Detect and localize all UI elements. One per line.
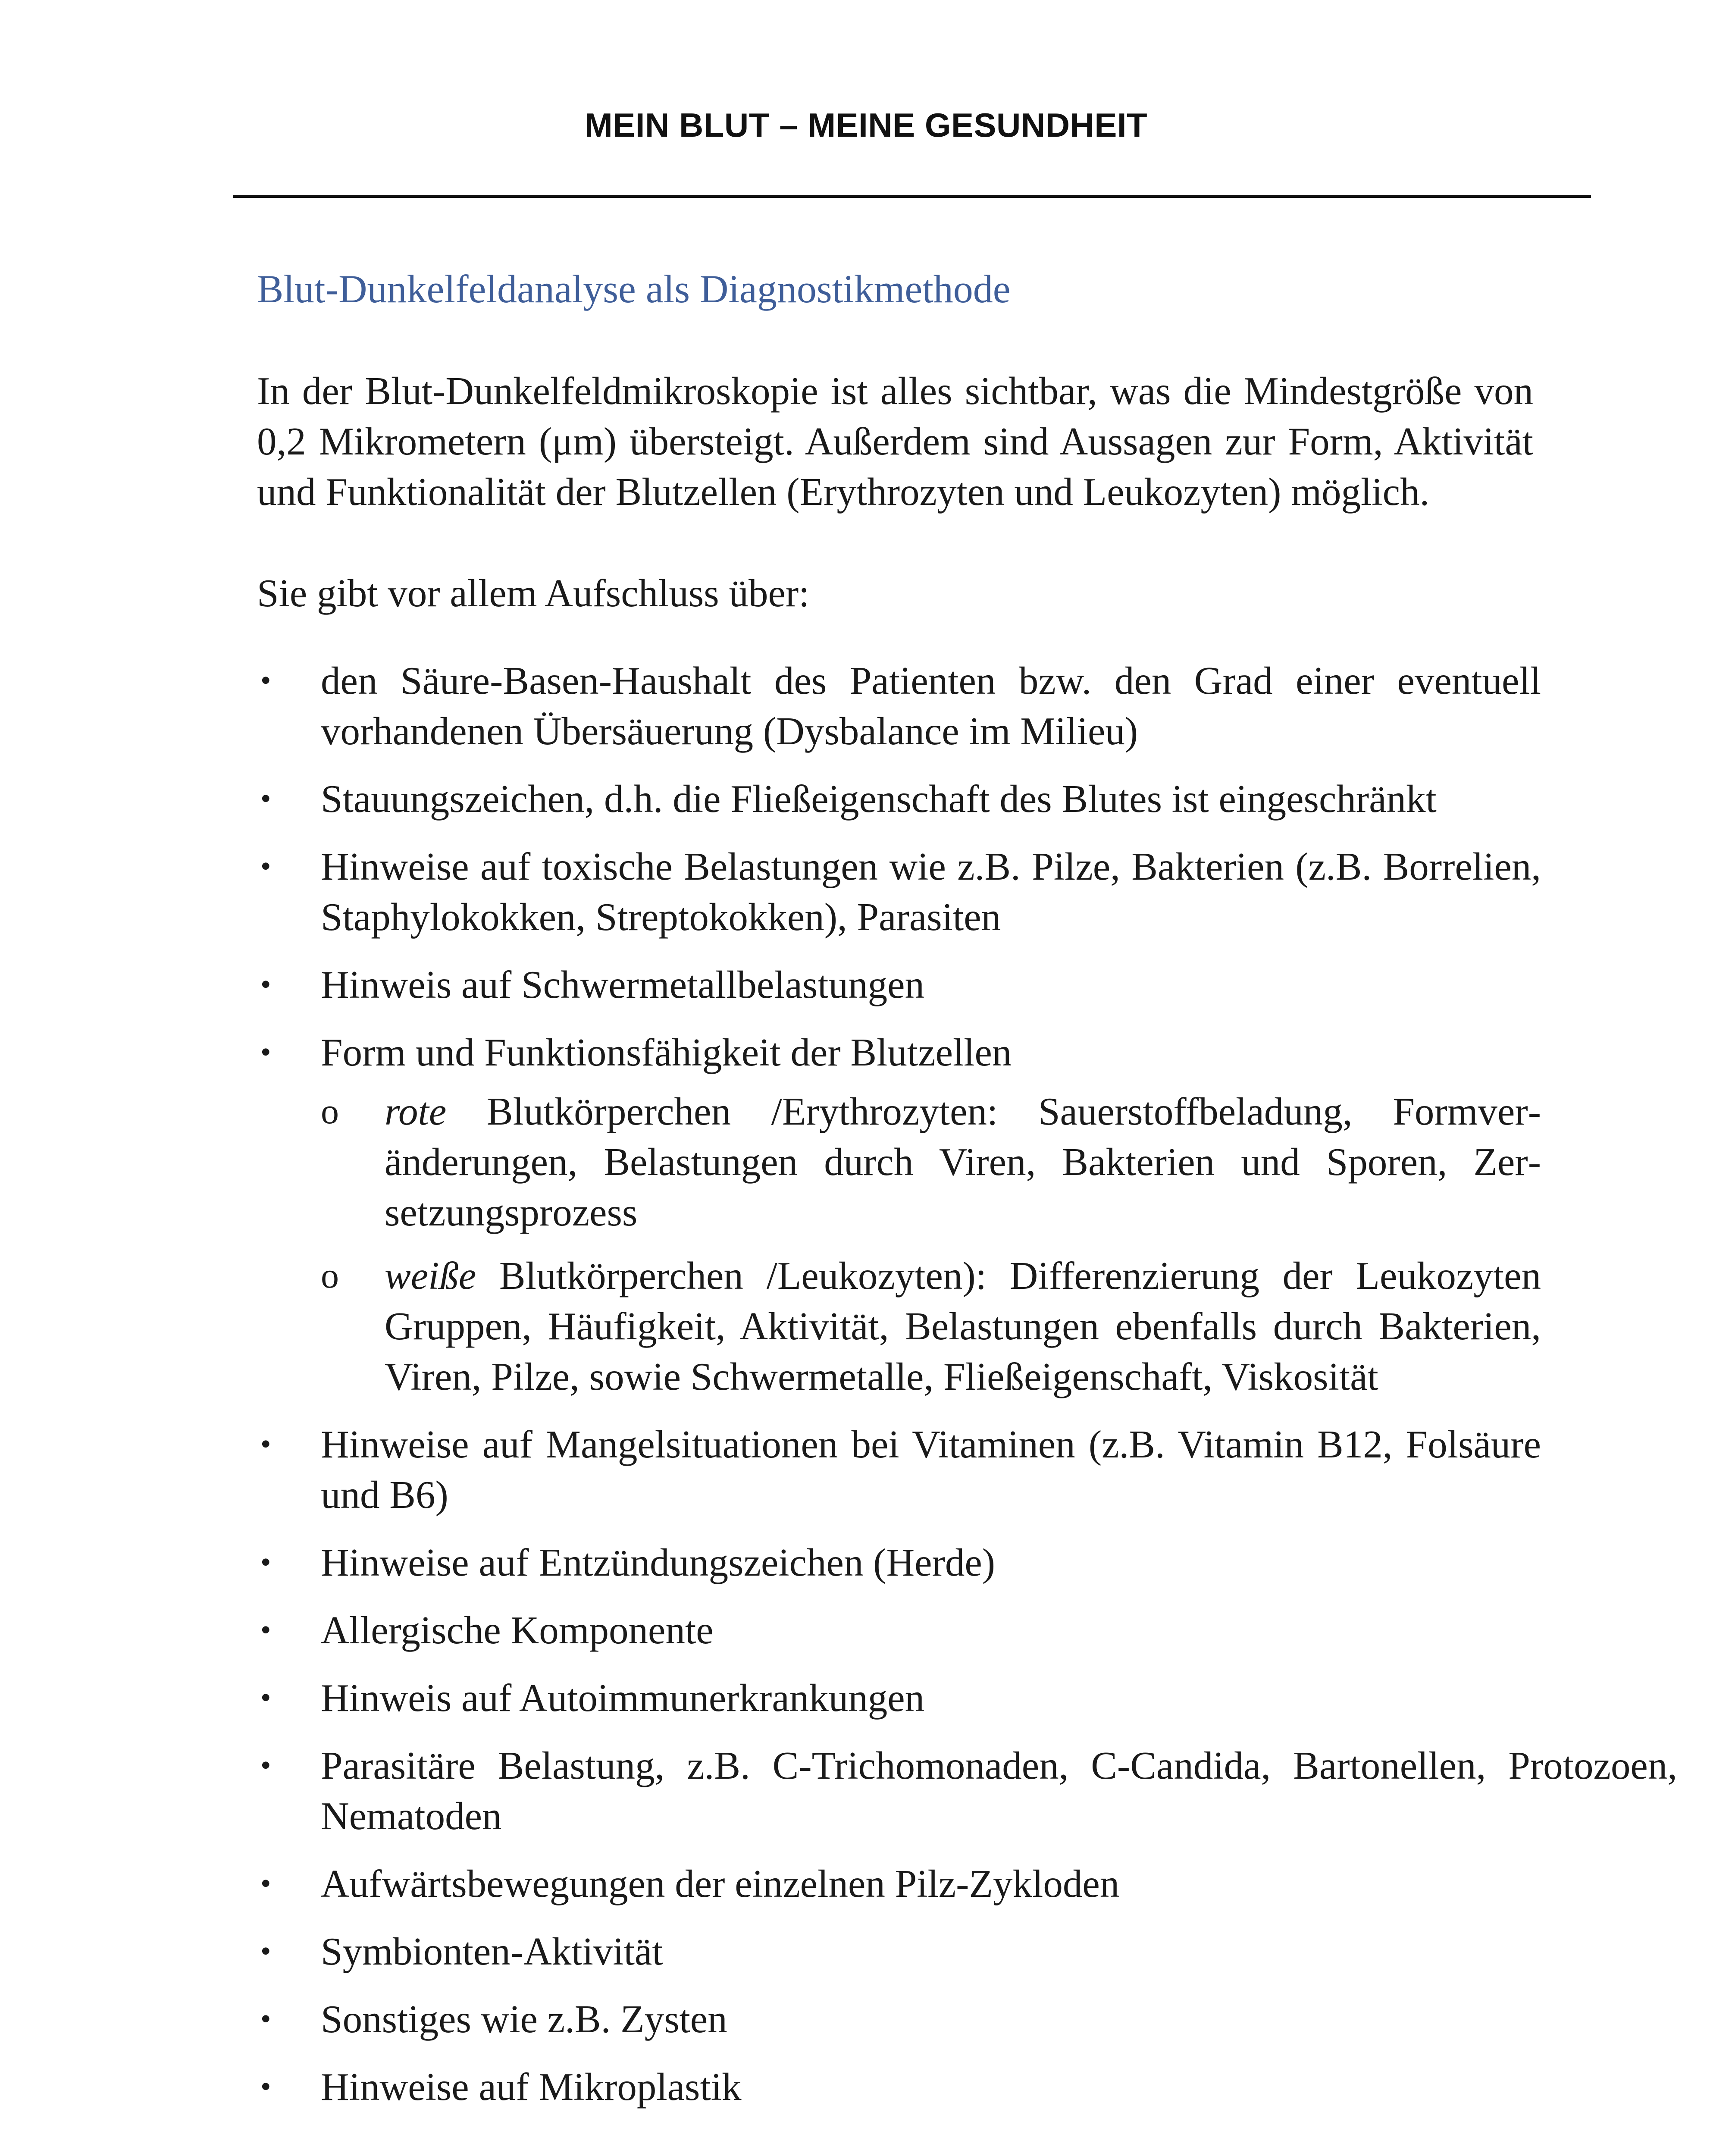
lead-sentence: Sie gibt vor allem Aufschluss über: bbox=[257, 571, 810, 615]
bullet-icon: • bbox=[260, 1546, 271, 1579]
section-heading: Blut-Dunkelfeldanalyse als Diagnostikmethode bbox=[257, 267, 1011, 311]
list-item bbox=[257, 1740, 1677, 1841]
sub-list-item-text: Blutkörperchen /Erythrozyten: Sauerstoffbeladung, Formveränderungen, Belastungen durch Viren, Bakterien und Sporen, Zersetzungsprozess bbox=[385, 1090, 1541, 1234]
list-item bbox=[257, 1027, 1541, 1402]
header-rule bbox=[233, 195, 1591, 198]
list-item bbox=[257, 2062, 1541, 2112]
blood-cell-sublist bbox=[321, 1086, 1541, 1402]
list-item-text: Hinweis auf Autoimmunerkrankungen bbox=[321, 1676, 925, 1720]
list-item bbox=[257, 1673, 1541, 1723]
list-item-text: Hinweise auf Mangelsituationen bei Vitaminen (z.B. Vitamin B12, Folsäure und B6) bbox=[321, 1423, 1541, 1517]
findings-list bbox=[257, 655, 1677, 2112]
bullet-icon: • bbox=[260, 850, 271, 883]
bullet-icon: • bbox=[260, 1036, 271, 1069]
list-item bbox=[257, 655, 1541, 756]
list-item-text: Allergische Komponente bbox=[321, 1608, 714, 1652]
list-item-text: Sonstiges wie z.B. Zysten bbox=[321, 1997, 727, 2041]
bullet-icon: • bbox=[260, 1749, 271, 1782]
sub-list-item bbox=[321, 1086, 1541, 1238]
intro-paragraph: In der Blut-Dunkelfeldmikroskopie ist alles sichtbar, was die Mindestgröße von 0,2 Mikrometern (μm) übersteigt. Außerdem sind Aussagen zur Form, Aktivität und Funktionalität der Blutzellen (Erythrozyten und Leukozyten) möglich. bbox=[257, 369, 1533, 514]
list-item bbox=[257, 1926, 1541, 1977]
list-item-text: den Säure-Basen-Haushalt des Patienten bzw. den Grad einer eventuell vorhandenen Übersäuerung (Dysbalance im Milieu) bbox=[321, 659, 1541, 753]
circle-bullet-icon: o bbox=[321, 1091, 339, 1131]
list-item-text: Hinweise auf toxische Belastungen wie z.B. Pilze, Bakterien (z.B. Borrelien, Staphylokokken, Streptokokken), Parasiten bbox=[321, 845, 1541, 939]
bullet-icon: • bbox=[260, 1867, 271, 1900]
bullet-icon: • bbox=[260, 664, 271, 697]
sub-list-item bbox=[321, 1250, 1541, 1402]
list-item-text: Hinweis auf Schwermetallbelastungen bbox=[321, 963, 924, 1006]
page-content bbox=[257, 259, 1677, 2129]
list-item-text: Hinweise auf Entzündungszeichen (Herde) bbox=[321, 1541, 996, 1584]
bullet-icon: • bbox=[260, 1614, 271, 1647]
bullet-icon: • bbox=[260, 2070, 271, 2103]
list-item bbox=[257, 1858, 1541, 1909]
list-item-text: Aufwärtsbewegungen der einzelnen Pilz-Zykloden bbox=[321, 1862, 1120, 1905]
list-item bbox=[257, 1994, 1541, 2044]
list-item-text: Hinweise auf Mikroplastik bbox=[321, 2065, 742, 2109]
bullet-icon: • bbox=[260, 968, 271, 1001]
list-item-text: Parasitäre Belastung, z.B. C-Trichomonaden, C-Candida, Bartonellen, Protozoen, Nematoden bbox=[321, 1744, 1677, 1838]
circle-bullet-icon: o bbox=[321, 1256, 339, 1296]
list-item-text: Form und Funktionsfähigkeit der Blutzellen bbox=[321, 1031, 1012, 1074]
bullet-icon: • bbox=[260, 1681, 271, 1714]
list-item bbox=[257, 959, 1541, 1010]
running-header: MEIN BLUT – MEINE GESUNDHEIT bbox=[584, 106, 1148, 144]
bullet-icon: • bbox=[260, 2002, 271, 2036]
list-item bbox=[257, 774, 1541, 824]
list-item-text: Symbionten-Aktivität bbox=[321, 1930, 663, 1973]
bullet-icon: • bbox=[260, 1935, 271, 1968]
emphasis-red: rote bbox=[385, 1090, 447, 1133]
sub-list-item-text: Blutkörperchen /Leukozyten): Differenzierung der Leukozyten Gruppen, Häufigkeit, Aktivität, Belastungen ebenfalls durch Bakterien, Viren, Pilze, sowie Schwermetalle, Fließeigenschaft, Viskosität bbox=[385, 1254, 1541, 1398]
bullet-icon: • bbox=[260, 1428, 271, 1461]
list-item bbox=[257, 1419, 1541, 1520]
list-item bbox=[257, 1537, 1541, 1588]
emphasis-white: weiße bbox=[385, 1254, 476, 1297]
list-item bbox=[257, 1605, 1541, 1655]
list-item-text: Stauungszeichen, d.h. die Fließeigenschaft des Blutes ist eingeschränkt bbox=[321, 777, 1437, 821]
bullet-icon: • bbox=[260, 782, 271, 815]
list-item bbox=[257, 841, 1541, 942]
